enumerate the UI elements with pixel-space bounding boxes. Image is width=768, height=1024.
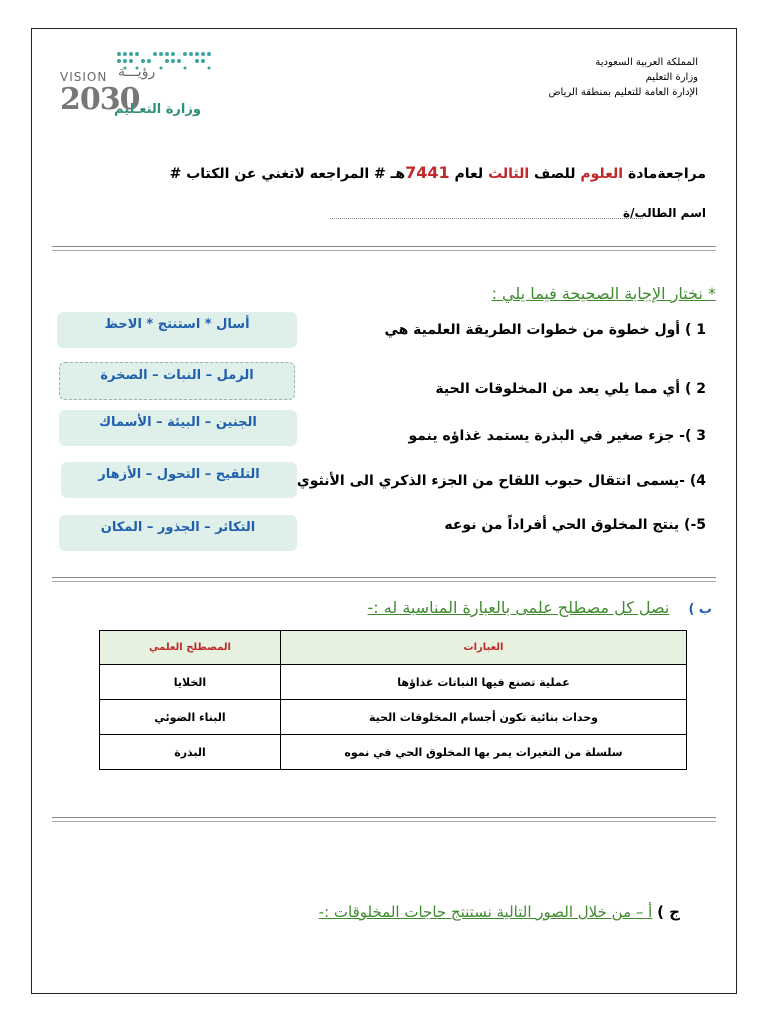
question-3: 3 )- جزء صغير في البذرة يستمد غذاؤه ينمو xyxy=(408,428,706,444)
divider xyxy=(52,250,716,251)
options-q3[interactable]: الجنين – البيئة – الأسماك xyxy=(59,410,297,446)
table-cell-statement: عملية تصنع فيها النباتات غذاؤها xyxy=(281,665,687,700)
options-q5[interactable]: التكاثر – الجذور – المكان xyxy=(59,515,297,551)
page-title xyxy=(170,163,706,182)
logo-vision-text: VISION xyxy=(60,70,108,84)
divider xyxy=(52,246,716,247)
question-4: 4) -يسمى انتقال حبوب اللقاح من الجزء الذكري الى الأنثوي xyxy=(296,473,706,489)
divider xyxy=(52,581,716,582)
table-cell-term[interactable]: البذرة xyxy=(100,735,281,770)
table-cell-term[interactable]: الخلايا xyxy=(100,665,281,700)
options-q1[interactable]: أسال * استنتج * الاحظ xyxy=(57,312,297,348)
section-b-label: ب ) xyxy=(688,602,712,617)
header-line-department: الإدارة العامة للتعليم بمنطقة الرياض xyxy=(548,87,698,98)
table-cell-statement: سلسلة من التغيرات يمر بها المخلوق الحي في نموه xyxy=(281,735,687,770)
logo-year-text: 2030 xyxy=(60,82,140,117)
section-c-heading: أ – من خلال الصور التالية نستنتج حاجات المخلوقات :- xyxy=(318,903,653,921)
table-cell-statement: وحدات بنائية تكون أجسام المخلوقات الحية xyxy=(281,700,687,735)
divider xyxy=(52,817,716,818)
question-1: 1 ) أول خطوة من خطوات الطريقة العلمية هي xyxy=(384,322,706,338)
section-c-header xyxy=(319,903,680,921)
table-header-statements: العبارات xyxy=(281,631,687,665)
header-line-country: المملكة العربية السعودية xyxy=(595,57,698,68)
table-row xyxy=(100,735,687,770)
section-b-heading: نصل كل مصطلح علمى بالعبارة المناسبة له :- xyxy=(367,598,670,617)
section-b-header xyxy=(368,598,712,617)
table-cell-term[interactable]: البناء الضوئي xyxy=(100,700,281,735)
question-2: 2 ) أي مما يلي يعد من المخلوقات الحية xyxy=(435,381,706,397)
student-name-label: اسم الطالب/ة xyxy=(623,206,706,220)
table-header-term: المصطلح العلمي xyxy=(100,631,281,665)
header-institution xyxy=(548,55,698,100)
student-name-field[interactable] xyxy=(330,218,643,219)
divider xyxy=(52,821,716,822)
logo-ministry-text: وزارة التعـليم xyxy=(114,102,201,117)
title-subject: العلوم xyxy=(580,166,624,182)
title-part3: لعام xyxy=(449,166,489,182)
options-q2[interactable]: الرمل – النبات – الصخرة xyxy=(59,362,295,400)
header-line-ministry: وزارة التعليم xyxy=(645,72,698,83)
question-5: 5-) ينتج المخلوق الحي أفراداً من نوعه xyxy=(444,517,706,533)
divider xyxy=(52,577,716,578)
title-year: 7441 xyxy=(405,163,450,182)
table-row xyxy=(100,700,687,735)
title-part1: مراجعةمادة xyxy=(623,166,706,182)
logo-roya-text: رؤيـــة xyxy=(118,64,156,80)
section-c-label: ج ) xyxy=(657,903,680,921)
matching-table xyxy=(99,630,687,770)
title-grade: الثالث xyxy=(488,166,530,182)
vision-2030-logo xyxy=(60,50,220,122)
section-a-heading: * نختار الإجابة الصحيحة فيما يلي : xyxy=(491,284,716,303)
options-q4[interactable]: التلقيح – التحول – الأزهار xyxy=(61,462,297,498)
title-part2: للصف xyxy=(529,166,581,182)
table-row xyxy=(100,665,687,700)
title-part4: هـ # المراجعه لاتغني عن الكتاب # xyxy=(169,166,406,182)
